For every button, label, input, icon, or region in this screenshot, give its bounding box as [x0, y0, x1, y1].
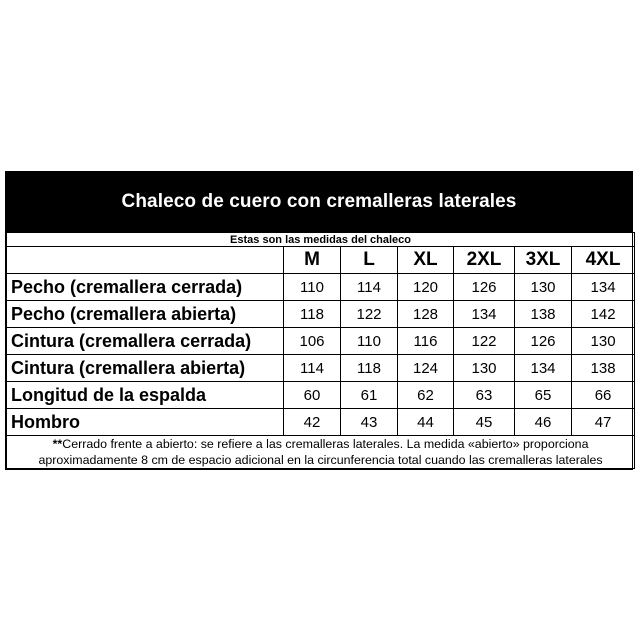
- table-cell: 42: [284, 409, 341, 436]
- title-bar: [6, 172, 632, 232]
- table-row: [7, 328, 635, 355]
- table-cell: 134: [515, 355, 572, 382]
- table-cell: 66: [572, 382, 635, 409]
- table-cell: 44: [398, 409, 454, 436]
- table-cell: 122: [341, 301, 398, 328]
- table-cell: 142: [572, 301, 635, 328]
- table-cell: 65: [515, 382, 572, 409]
- table-cell: 130: [572, 328, 635, 355]
- row-label: Cintura (cremallera cerrada): [7, 328, 284, 355]
- subtitle-row: [7, 233, 635, 247]
- table-cell: 45: [454, 409, 515, 436]
- table-cell: 118: [284, 301, 341, 328]
- table-row: [7, 301, 635, 328]
- table-cell: 62: [398, 382, 454, 409]
- footnote-line-1: [7, 436, 634, 452]
- row-label: Pecho (cremallera abierta): [7, 301, 284, 328]
- row-label: Hombro: [7, 409, 284, 436]
- table-row: [7, 382, 635, 409]
- table-cell: 130: [515, 274, 572, 301]
- size-header: 2XL: [454, 247, 515, 274]
- table-cell: 46: [515, 409, 572, 436]
- table-row: [7, 274, 635, 301]
- table-cell: 134: [572, 274, 635, 301]
- table-cell: 60: [284, 382, 341, 409]
- table-cell: 128: [398, 301, 454, 328]
- size-header: 4XL: [572, 247, 635, 274]
- size-header-row: [7, 247, 635, 274]
- table-cell: 116: [398, 328, 454, 355]
- footnote-line-2: aproximadamente 8 cm de espacio adicional en la circunferencia total cuando las cremalleras laterales: [38, 453, 603, 467]
- table-cell: 43: [341, 409, 398, 436]
- footnote-text-1: Cerrado frente a abierto: se refiere a las cremalleras laterales. La medida «abierto» proporciona: [62, 437, 589, 451]
- size-header: XL: [398, 247, 454, 274]
- table-cell: 130: [454, 355, 515, 382]
- table-cell: 114: [284, 355, 341, 382]
- table-cell: 126: [454, 274, 515, 301]
- size-header: L: [341, 247, 398, 274]
- row-label: Pecho (cremallera cerrada): [7, 274, 284, 301]
- table-row: [7, 355, 635, 382]
- table-cell: 138: [515, 301, 572, 328]
- table-cell: 122: [454, 328, 515, 355]
- table-cell: 110: [284, 274, 341, 301]
- table-row: [7, 409, 635, 436]
- table-cell: 106: [284, 328, 341, 355]
- size-table: [6, 232, 635, 469]
- size-chart: [5, 171, 633, 470]
- table-cell: 134: [454, 301, 515, 328]
- table-cell: 124: [398, 355, 454, 382]
- table-cell: 61: [341, 382, 398, 409]
- chart-title: Chaleco de cuero con cremalleras laterales: [121, 191, 517, 212]
- footnote-marker: **: [52, 437, 63, 451]
- footnote-row: [7, 436, 635, 469]
- table-subtitle: Estas son las medidas del chaleco: [7, 233, 635, 247]
- table-cell: 138: [572, 355, 635, 382]
- size-header: 3XL: [515, 247, 572, 274]
- row-label: Cintura (cremallera abierta): [7, 355, 284, 382]
- footnote: [7, 436, 635, 469]
- size-header: M: [284, 247, 341, 274]
- table-cell: 110: [341, 328, 398, 355]
- table-cell: 47: [572, 409, 635, 436]
- table-cell: 118: [341, 355, 398, 382]
- table-cell: 120: [398, 274, 454, 301]
- row-label: Longitud de la espalda: [7, 382, 284, 409]
- table-cell: 114: [341, 274, 398, 301]
- table-cell: 63: [454, 382, 515, 409]
- table-cell: 126: [515, 328, 572, 355]
- header-blank-cell: [7, 247, 284, 274]
